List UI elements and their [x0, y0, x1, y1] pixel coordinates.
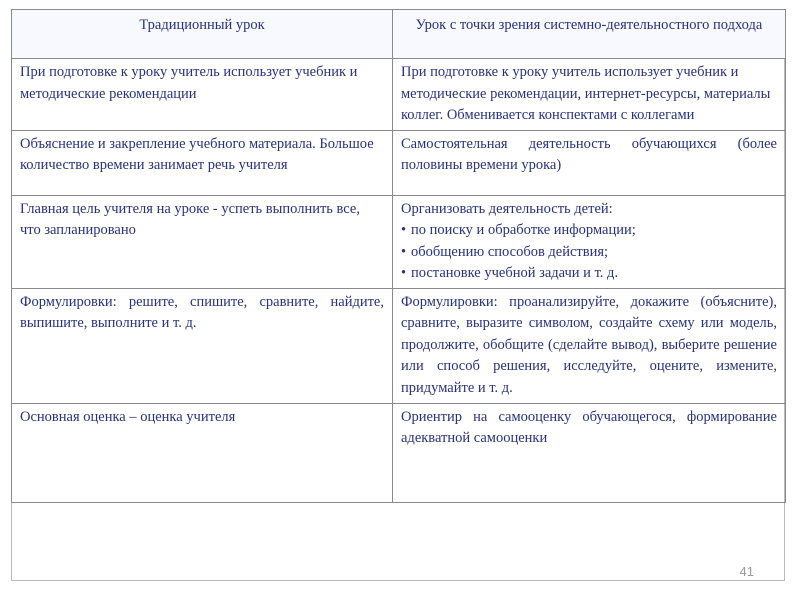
row-3-intro: Организовать деятельность детей: [401, 200, 613, 217]
row-5-traditional: Основная оценка – оценка учителя [12, 403, 393, 502]
table-row [12, 403, 786, 502]
row-1-activity-approach: При подготовке к уроку учитель использует учебник и методические рекомендации, интернет-ресурсы, материалы коллег. Обменивается конспектами с коллегами [393, 59, 786, 131]
row-3-activity-approach [393, 195, 786, 288]
list-item: • постановке учебной задачи и т. д. [401, 263, 777, 285]
table-row [12, 288, 786, 403]
row-1-traditional: При подготовке к уроку учитель использует учебник и методические рекомендации [12, 59, 393, 131]
row-2-activity-approach: Самостоятельная деятельность обучающихся (более половины времени урока) [393, 130, 786, 195]
header-traditional-lesson: Традиционный урок [12, 10, 393, 59]
table-row [12, 59, 786, 131]
row-4-activity-approach: Формулировки: проанализируйте, докажите (объясните), сравните, выразите символом, создайте схему или модель, продолжите, обобщите (сделайте вывод), выберите решение или способ решения, исследуйте, оцените, измените, придумайте и т. д. [393, 288, 786, 403]
row-3-traditional: Главная цель учителя на уроке - успеть выполнить все, что запланировано [12, 195, 393, 288]
list-item: • обобщению способов действия; [401, 242, 777, 264]
comparison-table [11, 9, 786, 503]
row-3-bullet-list [401, 220, 777, 285]
table-header-row [12, 10, 786, 59]
row-4-traditional: Формулировки: решите, спишите, сравните, найдите, выпишите, выполните и т. д. [12, 288, 393, 403]
table-row [12, 195, 786, 288]
list-item: • по поиску и обработке информации; [401, 220, 777, 242]
row-5-activity-approach: Ориентир на самооценку обучающегося, формирование адекватной самооценки [393, 403, 786, 502]
row-2-traditional: Объяснение и закрепление учебного материала. Большое количество времени занимает речь учителя [12, 130, 393, 195]
page-number: 41 [739, 564, 754, 579]
table-row [12, 130, 786, 195]
header-activity-approach-lesson: Урок с точки зрения системно-деятельностного подхода [393, 10, 786, 59]
